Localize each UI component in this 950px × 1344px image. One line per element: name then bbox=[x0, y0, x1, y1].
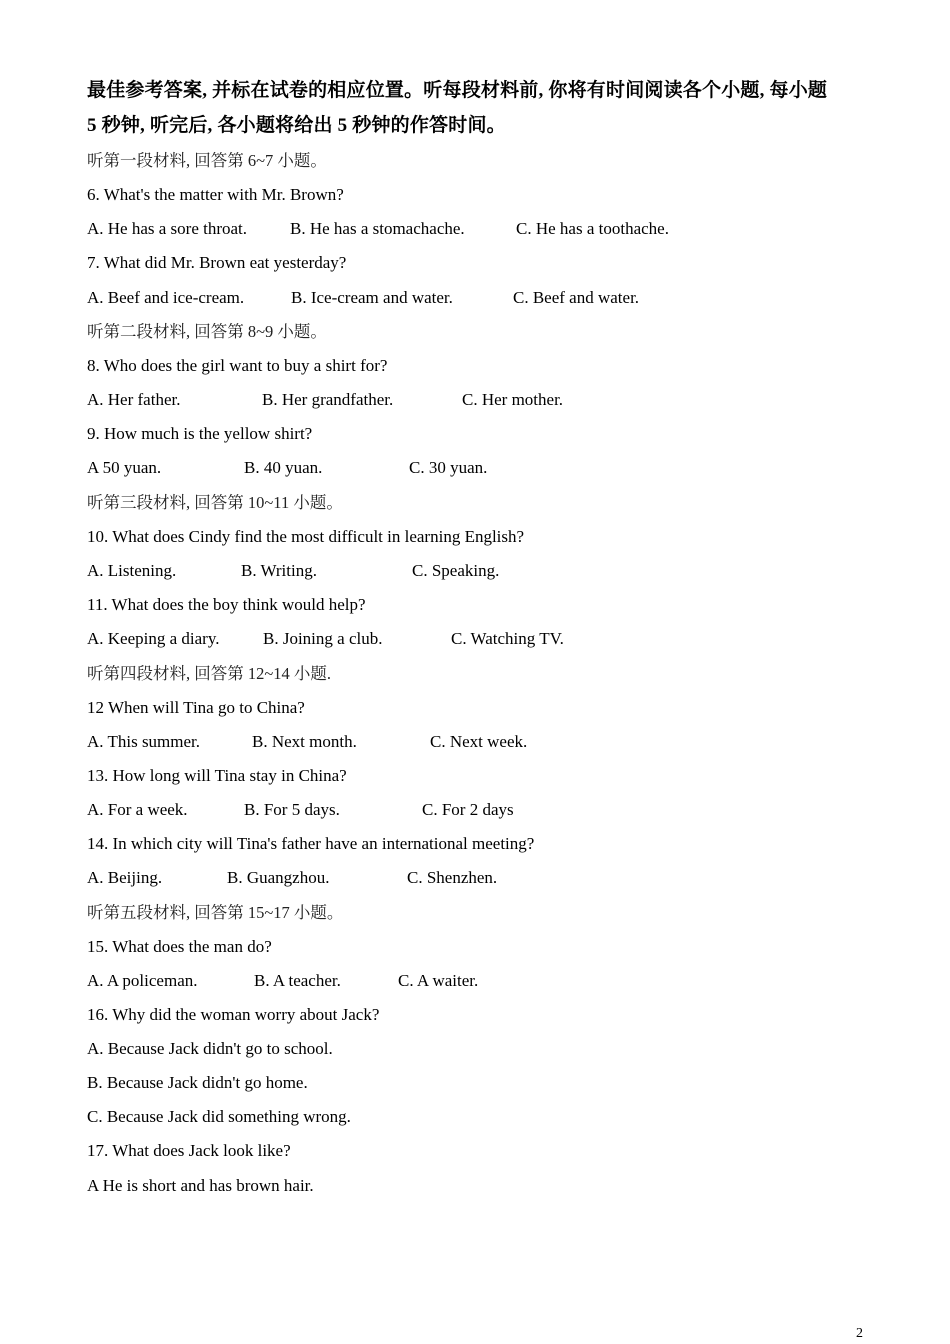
instructions bbox=[87, 73, 847, 143]
q12-option-a: A. This summer. bbox=[87, 732, 201, 751]
question-17: 17. What does Jack look like? bbox=[87, 1141, 291, 1160]
q9-option-a: A 50 yuan. bbox=[87, 458, 162, 477]
q15-option-b: B. A teacher. bbox=[254, 971, 341, 990]
question-7: 7. What did Mr. Brown eat yesterday? bbox=[87, 253, 347, 272]
q13-option-a: A. For a week. bbox=[87, 800, 188, 819]
q16-option-b: B. Because Jack didn't go home. bbox=[87, 1073, 308, 1092]
q13-option-c: C. For 2 days bbox=[422, 800, 514, 819]
q17-option-a: A He is short and has brown hair. bbox=[87, 1176, 314, 1195]
q9-option-b: B. 40 yuan. bbox=[244, 458, 323, 477]
q9-option-c: C. 30 yuan. bbox=[409, 458, 488, 477]
question-9: 9. How much is the yellow shirt? bbox=[87, 424, 313, 443]
q11-option-b: B. Joining a club. bbox=[263, 629, 383, 648]
question-14: 14. In which city will Tina's father have an international meeting? bbox=[87, 834, 535, 853]
q8-option-a: A. Her father. bbox=[87, 390, 181, 409]
q11-option-a: A. Keeping a diary. bbox=[87, 629, 220, 648]
question-10: 10. What does Cindy find the most difficult in learning English? bbox=[87, 527, 525, 546]
instructions-line-2: 5 秒钟, 听完后, 各小题将给出 5 秒钟的作答时间。 bbox=[87, 115, 506, 136]
q14-option-c: C. Shenzhen. bbox=[407, 868, 498, 887]
question-8: 8. Who does the girl want to buy a shirt for? bbox=[87, 356, 388, 375]
q11-option-c: C. Watching TV. bbox=[451, 629, 564, 648]
q7-option-b: B. Ice-cream and water. bbox=[291, 288, 453, 307]
section-header-5: 听第五段材料, 回答第 15~17 小题。 bbox=[87, 903, 344, 922]
q12-option-c: C. Next week. bbox=[430, 732, 528, 751]
q10-option-a: A. Listening. bbox=[87, 561, 177, 580]
q14-option-a: A. Beijing. bbox=[87, 868, 163, 887]
section-header-1: 听第一段材料, 回答第 6~7 小题。 bbox=[87, 151, 327, 170]
question-13: 13. How long will Tina stay in China? bbox=[87, 766, 347, 785]
q16-option-c: C. Because Jack did something wrong. bbox=[87, 1107, 351, 1126]
question-16: 16. Why did the woman worry about Jack? bbox=[87, 1005, 380, 1024]
question-12: 12 When will Tina go to China? bbox=[87, 698, 305, 717]
q10-option-c: C. Speaking. bbox=[412, 561, 500, 580]
q15-option-c: C. A waiter. bbox=[398, 971, 479, 990]
section-header-4: 听第四段材料, 回答第 12~14 小题. bbox=[87, 664, 332, 683]
q16-option-a: A. Because Jack didn't go to school. bbox=[87, 1039, 333, 1058]
q15-option-a: A. A policeman. bbox=[87, 971, 198, 990]
q12-option-b: B. Next month. bbox=[252, 732, 357, 751]
question-15: 15. What does the man do? bbox=[87, 937, 272, 956]
q8-option-c: C. Her mother. bbox=[462, 390, 564, 409]
q10-option-b: B. Writing. bbox=[241, 561, 317, 580]
q14-option-b: B. Guangzhou. bbox=[227, 868, 330, 887]
q6-option-a: A. He has a sore throat. bbox=[87, 219, 248, 238]
question-6: 6. What's the matter with Mr. Brown? bbox=[87, 185, 344, 204]
section-header-3: 听第三段材料, 回答第 10~11 小题。 bbox=[87, 493, 343, 512]
q7-option-a: A. Beef and ice-cream. bbox=[87, 288, 245, 307]
q6-option-c: C. He has a toothache. bbox=[516, 219, 669, 238]
page-number: 2 bbox=[856, 1326, 863, 1341]
question-11: 11. What does the boy think would help? bbox=[87, 595, 366, 614]
q7-option-c: C. Beef and water. bbox=[513, 288, 640, 307]
q6-option-b: B. He has a stomachache. bbox=[290, 219, 465, 238]
q13-option-b: B. For 5 days. bbox=[244, 800, 340, 819]
instructions-line-1: 最佳参考答案, 并标在试卷的相应位置。听每段材料前, 你将有时间阅读各个小题, 每小题 bbox=[87, 80, 828, 101]
q8-option-b: B. Her grandfather. bbox=[262, 390, 394, 409]
section-header-2: 听第二段材料, 回答第 8~9 小题。 bbox=[87, 322, 327, 341]
